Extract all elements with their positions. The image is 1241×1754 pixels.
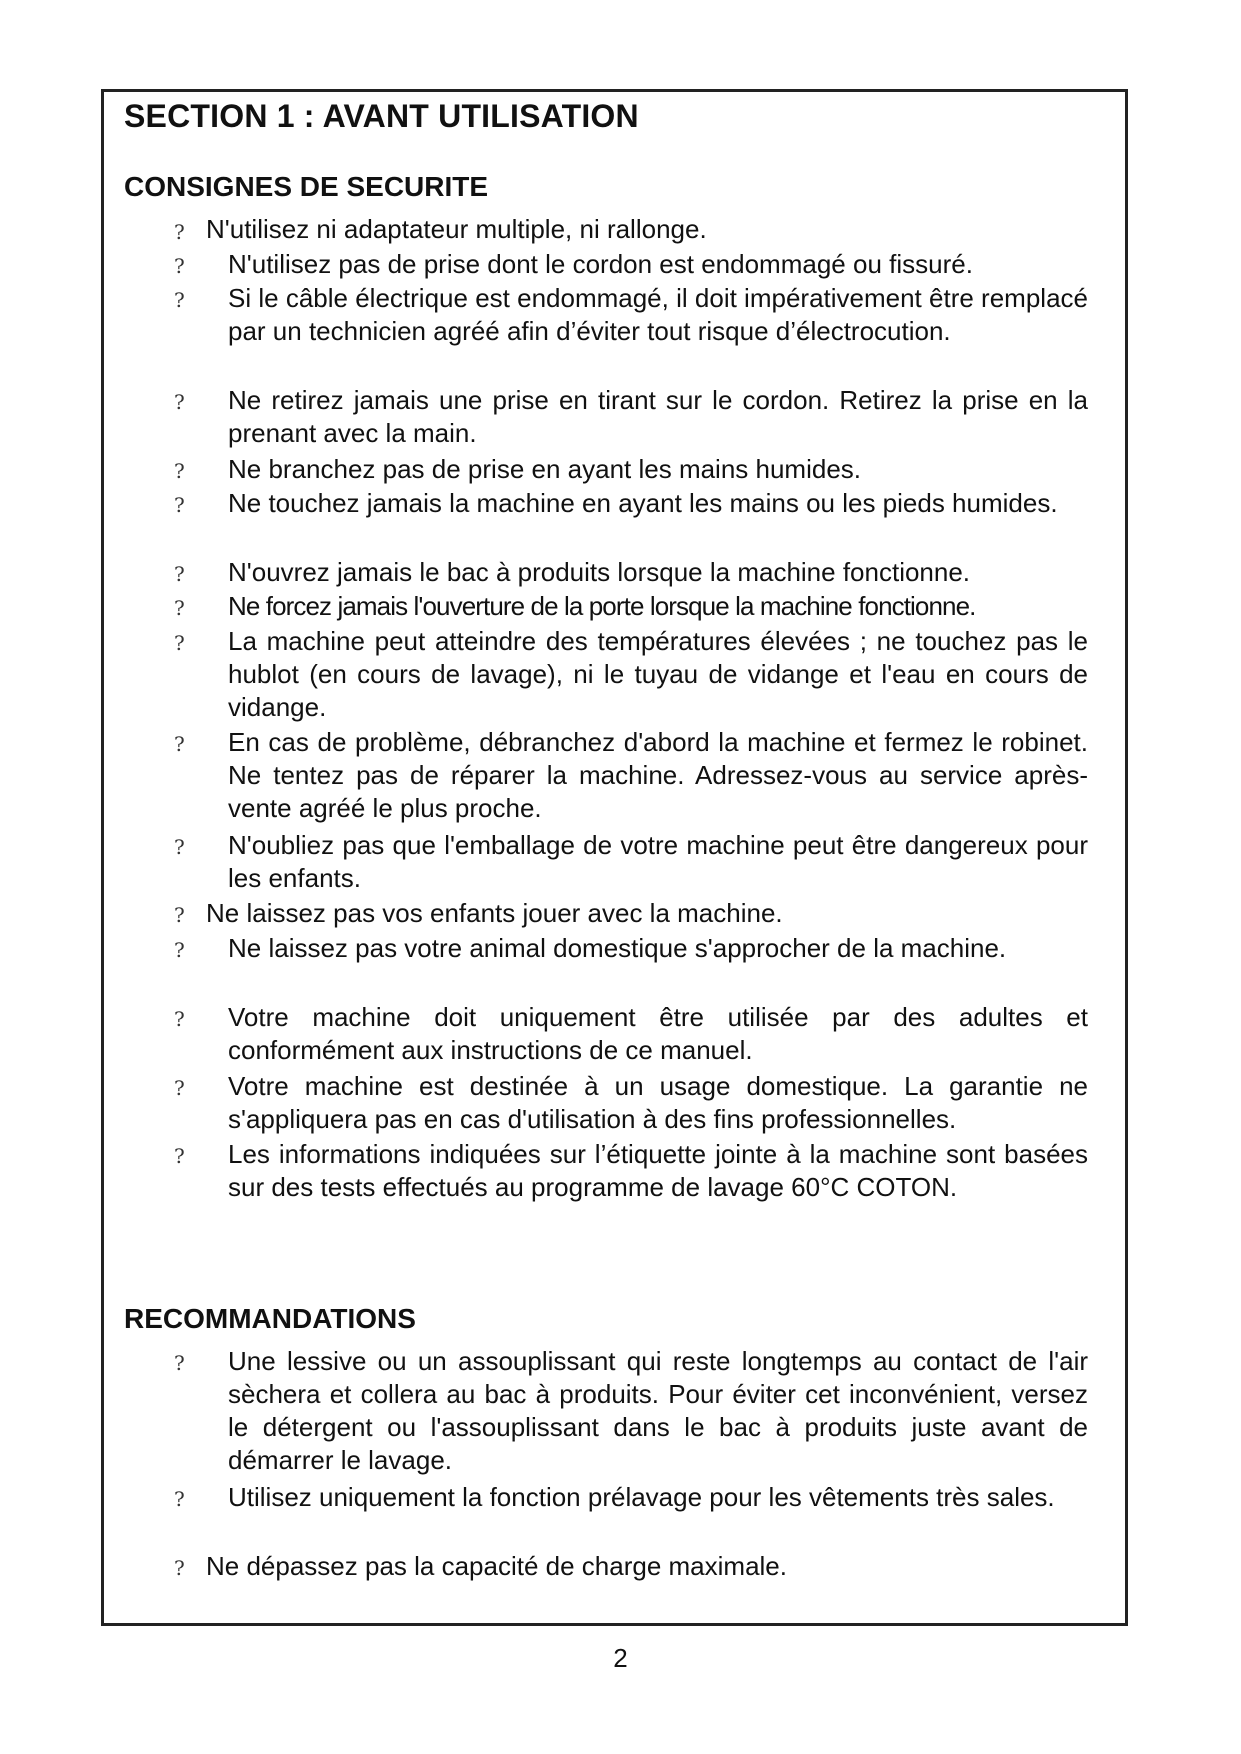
safety-item-12: Ne laissez pas vos enfants jouer avec la machine. <box>206 898 783 928</box>
safety-item-3: Si le câble électrique est endommagé, il doit impérativement être remplacé par un technicien agréé afin d’éviter tout risque d’électrocution. <box>228 283 1088 346</box>
safety-item-10: En cas de problème, débranchez d'abord la machine et fermez le robinet. Ne tentez pas de réparer la machine. Adressez-vous au service après-vente agréé le plus proche. <box>228 727 1088 823</box>
bullet-icon: ? <box>174 1351 185 1375</box>
bullet-icon: ? <box>174 938 185 962</box>
bullet-icon: ? <box>174 1556 185 1580</box>
safety-item-8: Ne forcez jamais l'ouverture de la porte lorsque la machine fonctionne. <box>228 591 976 621</box>
safety-heading: CONSIGNES DE SECURITE <box>124 171 489 202</box>
recommendation-item-2: Utilisez uniquement la fonction prélavage pour les vêtements très sales. <box>228 1482 1055 1512</box>
bullet-icon: ? <box>174 1076 185 1100</box>
bullet-icon: ? <box>174 254 185 278</box>
bullet-icon: ? <box>174 390 185 414</box>
safety-item-5: Ne branchez pas de prise en ayant les mains humides. <box>228 454 862 484</box>
safety-item-6: Ne touchez jamais la machine en ayant les mains ou les pieds humides. <box>228 488 1058 518</box>
bullet-icon: ? <box>174 220 185 244</box>
recommendation-item-1: Une lessive ou un assouplissant qui reste longtemps au contact de l'air sèchera et collera au bac à produits. Pour éviter cet inconvénient, versez le détergent ou l'assouplissant dans le bac à produits juste avant de démarrer le lavage. <box>228 1346 1088 1475</box>
bullet-icon: ? <box>174 631 185 655</box>
bullet-icon: ? <box>174 835 185 859</box>
safety-item-9: La machine peut atteindre des températures élevées ; ne touchez pas le hublot (en cours de lavage), ni le tuyau de vidange et l'eau en cours de vidange. <box>228 626 1088 722</box>
safety-item-14: Votre machine doit uniquement être utilisée par des adultes et conformément aux instructions de ce manuel. <box>228 1002 1088 1065</box>
page-number: 2 <box>613 1643 628 1673</box>
safety-item-1: N'utilisez ni adaptateur multiple, ni rallonge. <box>206 214 707 244</box>
safety-item-13: Ne laissez pas votre animal domestique s'approcher de la machine. <box>228 933 1007 963</box>
page-title: SECTION 1 : AVANT UTILISATION <box>124 98 639 134</box>
safety-item-11: N'oubliez pas que l'emballage de votre machine peut être dangereux pour les enfants. <box>228 830 1088 893</box>
bullet-icon: ? <box>174 562 185 586</box>
bullet-icon: ? <box>174 903 185 927</box>
bullet-icon: ? <box>174 1144 185 1168</box>
bullet-icon: ? <box>174 596 185 620</box>
recommendation-item-3: Ne dépassez pas la capacité de charge maximale. <box>206 1551 787 1581</box>
safety-item-2: N'utilisez pas de prise dont le cordon est endommagé ou fissuré. <box>228 249 973 279</box>
safety-item-15: Votre machine est destinée à un usage domestique. La garantie ne s'appliquera pas en cas d'utilisation à des fins professionnelles. <box>228 1071 1088 1134</box>
bullet-icon: ? <box>174 732 185 756</box>
safety-item-7: N'ouvrez jamais le bac à produits lorsque la machine fonctionne. <box>228 557 971 587</box>
bullet-icon: ? <box>174 459 185 483</box>
safety-item-16: Les informations indiquées sur l’étiquette jointe à la machine sont basées sur des tests effectués au programme de lavage 60°C COTON. <box>228 1139 1088 1202</box>
recommendations-heading: RECOMMANDATIONS <box>124 1303 416 1334</box>
safety-item-4: Ne retirez jamais une prise en tirant sur le cordon. Retirez la prise en la prenant avec la main. <box>228 385 1088 448</box>
bullet-icon: ? <box>174 1487 185 1511</box>
bullet-icon: ? <box>174 1007 185 1031</box>
bullet-icon: ? <box>174 493 185 517</box>
bullet-icon: ? <box>174 288 185 312</box>
